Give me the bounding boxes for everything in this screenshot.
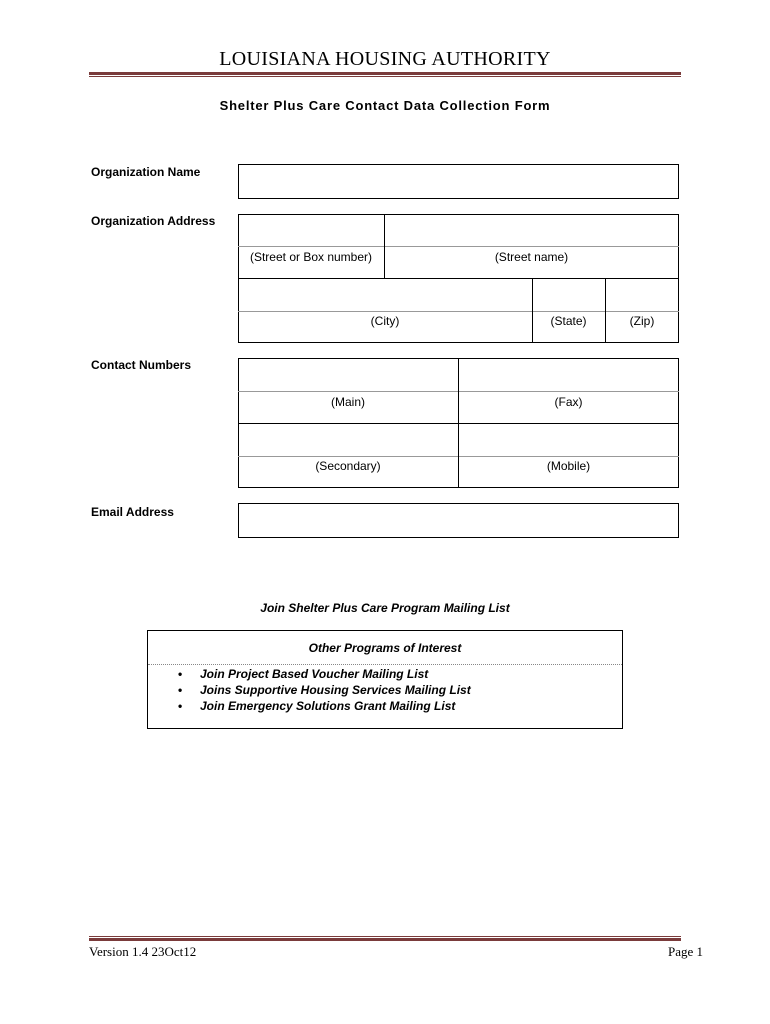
main-caption: (Main): [330, 395, 365, 409]
main-phone-field[interactable]: [239, 359, 458, 391]
programs-of-interest-header: Other Programs of Interest: [308, 641, 462, 655]
footer-rule: [89, 936, 681, 941]
secondary-phone-field[interactable]: [239, 424, 458, 456]
header-rule: [89, 72, 681, 77]
street-number-field[interactable]: [239, 215, 384, 246]
program-item[interactable]: [178, 667, 428, 681]
page-header-title: LOUISIANA HOUSING AUTHORITY: [219, 48, 551, 70]
program-item[interactable]: [178, 683, 471, 697]
street-row-divider: [238, 246, 679, 247]
program-item-label: Join Emergency Solutions Grant Mailing List: [200, 699, 456, 713]
program-item-label: Join Project Based Voucher Mailing List: [200, 667, 429, 681]
city-row-divider: [238, 311, 679, 312]
email-address-field[interactable]: [238, 503, 679, 538]
zip-field[interactable]: [606, 279, 678, 311]
city-field[interactable]: [239, 279, 532, 311]
organization-address-label: Organization Address: [91, 214, 216, 228]
programs-header-divider: [148, 664, 622, 665]
email-address-label: Email Address: [91, 505, 174, 519]
program-item[interactable]: [178, 699, 455, 713]
state-caption: (State): [550, 314, 587, 328]
organization-name-label: Organization Name: [91, 165, 201, 179]
page-number: Page 1: [667, 944, 703, 959]
program-item-label: Joins Supportive Housing Services Mailing List: [200, 683, 471, 697]
city-caption: (City): [370, 314, 400, 328]
fax-field[interactable]: [459, 359, 678, 391]
street-name-field[interactable]: [385, 215, 678, 246]
fax-caption: (Fax): [554, 395, 583, 409]
organization-name-field[interactable]: [238, 164, 679, 199]
bullet-icon: •: [178, 683, 183, 697]
bullet-icon: •: [178, 699, 183, 713]
version-text: Version 1.4 23Oct12: [89, 944, 197, 959]
street-number-caption: (Street or Box number): [249, 250, 373, 264]
contact-numbers-label: Contact Numbers: [91, 358, 192, 372]
mobile-field[interactable]: [459, 424, 678, 456]
street-name-caption: (Street name): [494, 250, 569, 264]
secondary-caption: (Secondary): [315, 459, 381, 473]
state-field[interactable]: [533, 279, 605, 311]
bullet-icon: •: [178, 667, 183, 681]
mailing-list-title[interactable]: Join Shelter Plus Care Program Mailing List: [260, 601, 510, 615]
zip-caption: (Zip): [629, 314, 655, 328]
mobile-caption: (Mobile): [546, 459, 591, 473]
form-title: Shelter Plus Care Contact Data Collection Form: [219, 98, 551, 113]
